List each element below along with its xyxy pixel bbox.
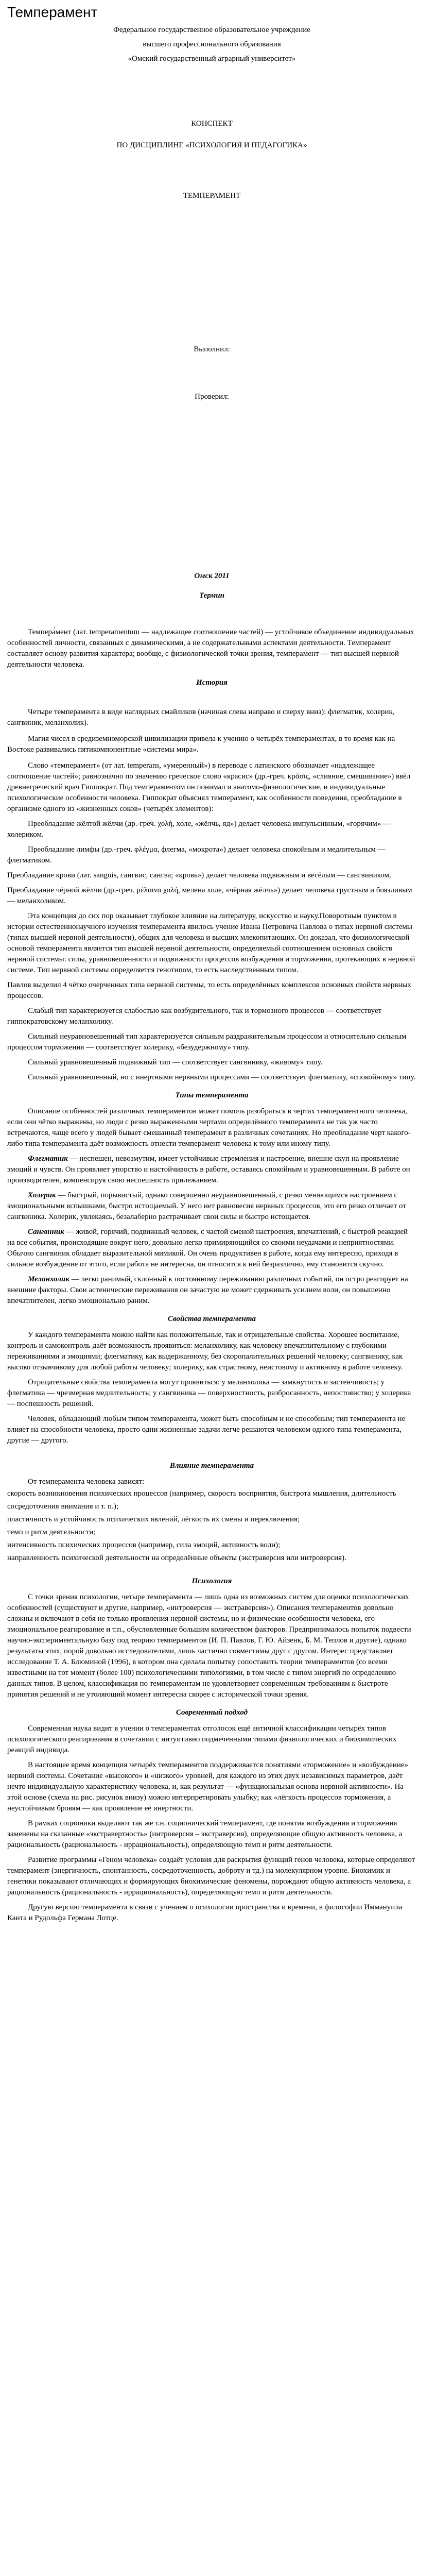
section-heading-influence: Влияние темперамента: [169, 1462, 254, 1470]
section-heading-history: История: [196, 679, 228, 687]
history-paragraph: Преобладание крови (лат. sanguis, сангвис, сангва; «кровь») делает человека подвижным и весёлым — сангвиником.: [7, 871, 391, 879]
org-line-1: Федеральное государственное образовательное учреждение: [113, 26, 310, 34]
konspekt-label: КОНСПЕКТ: [191, 120, 233, 128]
properties-paragraph: Человек, обладающий любым типом темперамента, может быть способным и не способным; тип темперамента не влияет на способности человека, просто одни жизненные задачи легче решаются человеком одного типа темперамента, другие — другого.: [7, 1415, 406, 1445]
section-heading-term: Термин: [199, 591, 224, 600]
history-paragraph: Четыре темперамента в виде наглядных смайликов (начиная слева направо и сверху вниз): флегматик, холерик, сангвиник, меланхолик).: [7, 708, 395, 727]
type-name: Меланхолик: [28, 1275, 69, 1283]
section-heading-types: Типы темперамента: [175, 1091, 249, 1099]
history-paragraph: Эта концепция до сих пор оказывает глубокое влияние на литературу, искусство и науку.Поворотным пунктом в истории естественнонаучного изучения темперамента явилось учение Ивана Петровича Павлова о типах нервной системы (типах высшей нервной деятельности), общих для человека и высших млекопитающих. Он доказал, что физиологической основой темперамента является тип высшей нервной деятельности, определяемый соотношением основных свойств нервной системы: силы, уравновешенности и подвижности процессов возбуждения и торможения, протекающих в нервной системе. Тип нервной системы определяется генотипом, то есть наследственным типом.: [7, 912, 415, 974]
properties-paragraph: Отрицательные свойства темперамента могут проявиться: у меланхолика — замкнутость и застенчивость; у флегматика — чрезмерная медлительность; у сангвиника — поверхностность, разбросанность, непостоянство; у холерика — поспешность решений.: [7, 1378, 411, 1408]
history-paragraph: Слово «темперамент» (от лат. temperans, «умеренный») в переводе с латинского обозначает «надлежащее соотношение частей»; равнозначно по значению греческое слово «красис» (др.-греч. κρᾶσις, «слияние, смешивание») ввёл древнегреческий врач Гиппократ. Под темпераментом он понимал и анатомо-физиологические, и индивидуальные психологические особенности человека. Гиппократ объяснял темперамент, как особенности поведения, преобладание в организме одного из «жизненных соков» (четырёх элементов):: [7, 761, 411, 813]
type-text: — легко ранимый, склонный к постоянному переживанию различных событий, он остро реагирует на внешние факторы. Свои астенические переживания он зачастую не может сдерживать усилием воли, он повышенно впечатлителен, легко эмоционально раним.: [7, 1275, 408, 1305]
type-name: Флегматик: [28, 1155, 68, 1163]
section-heading-properties: Свойства темперамента: [168, 1315, 256, 1323]
list-item: пластичность и устойчивость психических явлений, лёгкость их смены и переключения;: [7, 1515, 300, 1523]
history-paragraph: Магия чисел в средиземноморской цивилизации привела к учению о четырёх темпераментах, в то время как на Востоке развивались пятикомпонентные «системы мира».: [7, 735, 395, 754]
type-choleric: [7, 1190, 416, 1223]
org-line-3: «Омский государственный аграрный университет»: [128, 55, 296, 63]
term-paragraph: Темпера́мент (лат. temperamentum — надлежащее соотношение частей) — устойчивое объединение индивидуальных особенностей личности, связанных с динамическими, а не содержательными аспектами деятельности. Темперамент составляет основу развития характера; вообще, с физиологической точки зрения, темперамент — тип высшей нервной деятельности человека.: [7, 628, 414, 669]
org-line-2: высшего профессионального образования: [143, 40, 281, 48]
done-label: Выполнил:: [194, 345, 230, 353]
influence-list: [7, 1487, 416, 1565]
type-phlegmatic: [7, 1154, 416, 1186]
modern-paragraph: В настоящее время концепция четырёх темпераментов поддерживается понятиями «торможение» и «возбуждение» нервной системы. Сочетание «высокого» и «низкого» уровней, для каждого из этих двух независимых параметров, даёт нечто индивидуальную характеристику человека, и, как результат — «функциональная основа нервной активности». На этой основе (схема на рис. рисунок внизу) можно интерпретировать улыбку; как «лёгкость процессов торможения, а неустойчивым бровям — как проявление её инертности.: [7, 1761, 408, 1812]
history-paragraph: Сильный уравновешенный подвижный тип — соответствует сангвинику, «живому» типу.: [28, 1058, 323, 1066]
list-item: интенсивность психических процессов (например, сила эмоций, активность воли);: [7, 1541, 281, 1549]
type-name: Сангвиник: [28, 1228, 64, 1236]
type-name: Холерик: [28, 1191, 56, 1199]
modern-paragraph: В рамках соционики выделяют так же т.н. соционический темперамент, где понятия возбуждения и торможения заменены на сказанные «экстравертность» (интроверсия – экстраверсия), определяющие общую активность человека, а рациональность (рациональность - иррациональность), определяющую темп и ритм деятельности.: [7, 1819, 403, 1849]
section-heading-psychology: Психология: [191, 1577, 232, 1585]
city-year: Омск 2011: [194, 572, 230, 580]
list-item: направленность психической деятельности на определённые объекты (экстраверсия или интроверсия).: [7, 1554, 346, 1562]
checked-label: Проверил:: [195, 393, 229, 401]
history-paragraph: Преобладание чёрной жёлчи (др.-греч. μέλαινα χολή, мелена холе, «чёрная жёлчь») делает человека грустным и боязливым — меланхоликом.: [7, 886, 412, 905]
modern-paragraph: Другую версию темперамента в связи с учением о психологии пространства и времени, в философии Иммануила Канта и Рудольфа Германа Лотце.: [7, 1903, 403, 1922]
history-paragraph: Слабый тип характеризуется слабостью как возбудительного, так и тормозного процессов — соответствует гиппократовскому меланхолику.: [7, 1007, 382, 1026]
history-paragraph: Сильный уравновешенный, но с инертными нервными процессами — соответствует флегматику, «спокойному» типу.: [28, 1073, 416, 1081]
document-title: Темперамент: [7, 4, 98, 20]
history-paragraph: Павлов выделил 4 чётко очерченных типа нервной системы, то есть определённых комплексов основных свойств нервных процессов.: [7, 981, 412, 1000]
section-heading-modern: Современный подход: [176, 1708, 248, 1717]
discipline-label: ПО ДИСЦИПЛИНЕ «ПСИХОЛОГИЯ И ПЕДАГОГИКА»: [116, 141, 307, 149]
properties-paragraph: У каждого темперамента можно найти как положительные, так и отрицательные свойства. Хорошее воспитание, контроль и самоконтроль даёт возможность проявиться: меланхолику, как человеку впечатлительному с глубокими переживаниями и эмоциями; флегматику, как выдержанному, без скоропалительных решений человеку; сангвинику, как высоко отзывчивому для любой работы человеку; холерику, как страстному, неистовому и активному в работе человеку.: [7, 1331, 403, 1371]
type-melancholic: [7, 1274, 416, 1307]
type-text: — живой, горячий, подвижный человек, с частой сменой настроения, впечатлений, с быстрой реакцией на все события, происходящие вокруг него, довольно легко примиряющийся со своими неудачами и неприятностями. Обычно сангвиник обладает выразительной мимикой. Он очень продуктивен в работе, когда ему интересно, приходя в сильное возбуждение от этого, если работа не интересна, он относится к ней безразлично, ему становится скучно.: [7, 1228, 408, 1268]
psychology-paragraph: С точки зрения психологии, четыре темперамента — лишь одна из возможных систем для оценки психологических особенностей (существуют и другие, например, «интроверсия — экстраверсия»). Описания темпераментов довольно сложны и включают в себя не только проявления нервной системы, но и физические особенности человека, его эмоциональное реагирование и т.п., обусловленные большим количеством факторов. Предпринималось попыток подвести научно-экспериментальную базу под теорию темпераментов (И. П. Павлов, Г. Ю. Айзенк, Б. М. Теплов и другие), однако результаты этих, порой довольно исследователями, лишь частично совместимы друг с другом. Интерес представляет исследование Т. А. Блюминой (1996), в котором она сделала попытку сопоставить теории темпераментов (со всеми известными на тот момент (более 100) психологическими типологиями, в том числе с типом энергий по определению данных типов. В целом, классификация по темпераментам не удовлетворяет современным требованиям к быстроте принятия решений и не утоляющий момент интересна скорее с исторической точки зрения.: [7, 1593, 411, 1699]
influence-intro: От темперамента человека зависят:: [28, 1478, 145, 1486]
modern-paragraph: Современная наука видит в учении о темпераментах отголосок ещё античной классификации четырёх типов психологического реагирования в сочетании с интуитивно подмеченными типами физиологических и биохимических реакций индивида.: [7, 1724, 397, 1754]
type-sanguine: [7, 1227, 416, 1270]
type-text: — быстрый, порывистый, однако совершенно неуравновешенный, с резко меняющимся настроением с эмоциональными вспышками, быстро истощаемый. У него нет равновесия нервных процессов, это его резко отличает от сангвиника. Холерик, увлекаясь, безалаберно растрачивает свои силы и быстро истощается.: [7, 1191, 406, 1221]
topic-label: ТЕМПЕРАМЕНТ: [183, 192, 241, 200]
type-text: — неспешен, невозмутим, имеет устойчивые стремления и настроение, внешне скуп на проявление эмоций и чувств. Он проявляет упорство и настойчивость в работе, оставаясь спокойным и уравновешенным. В работе он производителен, компенсируя свою неспешность прилежанием.: [7, 1155, 410, 1184]
history-paragraph: Преобладание жёлтой жёлчи (др.-греч. χολή, холе, «жёлчь, яд») делает человека импульсивным, «горячим» — холериком.: [7, 820, 391, 839]
list-item: темп и ритм деятельности;: [7, 1528, 96, 1536]
history-paragraph: Сильный неуравновешенный тип характеризуется сильным раздражительным процессом и относительно сильным процессом торможения — соответствует холерику, «безудержному» типу.: [7, 1032, 407, 1052]
history-paragraph: Преобладание лимфы (др.-греч. φλέγμα, флегма, «мокрота») делает человека спокойным и медлительным — флегматиком.: [7, 845, 386, 865]
modern-paragraph: Развитие программы «Геном человека» создаёт условия для раскрытия функций генов человека, которые определяют темперамент (энергичность, спонтанность, сосредоточенность, доброту и тд.) на молекулярном уровне. Биохимик и генетики показывают отличающих и формирующих биохимические феномены, порождают общую активность человека, а рациональность (рациональность - иррациональность), определяющую темп и ритм деятельности.: [7, 1856, 415, 1896]
list-item: скорость возникновения психических процессов (например, скорость восприятия, быстрота мышления, длительность сосредоточения внимания и т. п.);: [7, 1489, 396, 1511]
title-page: [7, 23, 416, 583]
types-paragraph: Описание особенностей различных темпераментов может помочь разобраться в чертах темпераментного человека, если они чётко выражены, но люди с резко выраженными чертами определённого темперамента не так уж часто встречаются, чаще всего у людей бывает смешанный темперамент в различных сочетаниях. Но преобладание черт какого-либо типа темперамента даёт возможность отнести темперамент человека к тому или иному типу.: [7, 1107, 411, 1148]
